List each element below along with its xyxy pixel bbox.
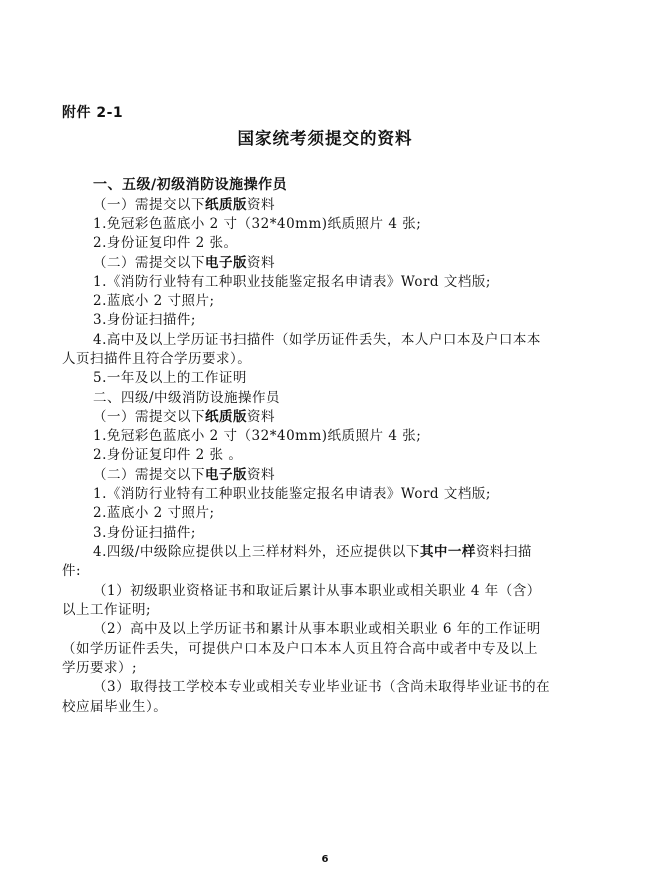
- section2-sub-item-2-cont: （如学历证件丢失，可提供户口本及户口本本人页且符合高中或者中专及以上: [62, 641, 538, 657]
- section2-electronic-item-2: 2.蓝底小 2 寸照片;: [93, 505, 215, 521]
- section2-electronic-heading: （二）需提交以下电子版资料: [93, 467, 275, 483]
- section2-sub-item-3-cont: 校应届毕业生）。: [62, 699, 168, 715]
- section1-electronic-item-4-cont: 人页扫描件且符合学历要求）。: [62, 351, 252, 367]
- section1-electronic-heading: （二）需提交以下电子版资料: [93, 255, 275, 271]
- attachment-label: 附件 2-1: [62, 105, 124, 121]
- section1-electronic-item-4: 4.高中及以上学历证书扫描件（如学历证件丢失，本人户口本及户口本本: [93, 332, 541, 348]
- section2-electronic-item-3: 3.身份证扫描件;: [93, 525, 196, 541]
- section2-sub-item-2: （2）高中及以上学历证书和累计从事本职业或相关职业 6 年的工作证明: [93, 621, 541, 637]
- section2-sub-item-3: （3）取得技工学校本专业或相关专业毕业证书（含尚未取得毕业证书的在: [93, 679, 551, 695]
- section1-electronic-item-3: 3.身份证扫描件;: [93, 312, 196, 328]
- section2-heading: 二、四级/中级消防设施操作员: [93, 390, 281, 406]
- section2-paper-item-1: 1.免冠彩色蓝底小 2 寸（32*40mm)纸质照片 4 张;: [93, 428, 422, 444]
- section1-electronic-item-5: 5.一年及以上的工作证明: [93, 370, 247, 386]
- section2-paper-heading: （一）需提交以下纸质版资料: [93, 409, 275, 425]
- section1-paper-item-1: 1.免冠彩色蓝底小 2 寸（32*40mm)纸质照片 4 张;: [93, 216, 422, 232]
- section1-electronic-item-2: 2.蓝底小 2 寸照片;: [93, 293, 215, 309]
- section2-item-4-cont: 件:: [62, 563, 82, 579]
- section1-electronic-item-1: 1.《消防行业特有工种职业技能鉴定报名申请表》Word 文档版;: [93, 274, 491, 290]
- section2-sub-item-1: （1）初级职业资格证书和取证后累计从事本职业或相关职业 4 年（含）: [93, 583, 541, 599]
- section1-paper-heading: （一）需提交以下纸质版资料: [93, 197, 275, 213]
- section1-heading: 一、五级/初级消防设施操作员: [93, 177, 288, 193]
- section2-item-4: 4.四级/中级除应提供以上三样材料外，还应提供以下其中一样资料扫描: [93, 544, 532, 560]
- page-number: 6: [321, 854, 329, 865]
- section2-paper-item-2: 2.身份证复印件 2 张 。: [93, 447, 243, 463]
- section1-paper-item-2: 2.身份证复印件 2 张。: [93, 235, 238, 251]
- section2-sub-item-2-cont2: 学历要求）;: [62, 660, 138, 676]
- section2-electronic-item-1: 1.《消防行业特有工种职业技能鉴定报名申请表》Word 文档版;: [93, 486, 491, 502]
- page-title: 国家统考须提交的资料: [237, 129, 413, 148]
- section2-sub-item-1-cont: 以上工作证明;: [62, 602, 152, 618]
